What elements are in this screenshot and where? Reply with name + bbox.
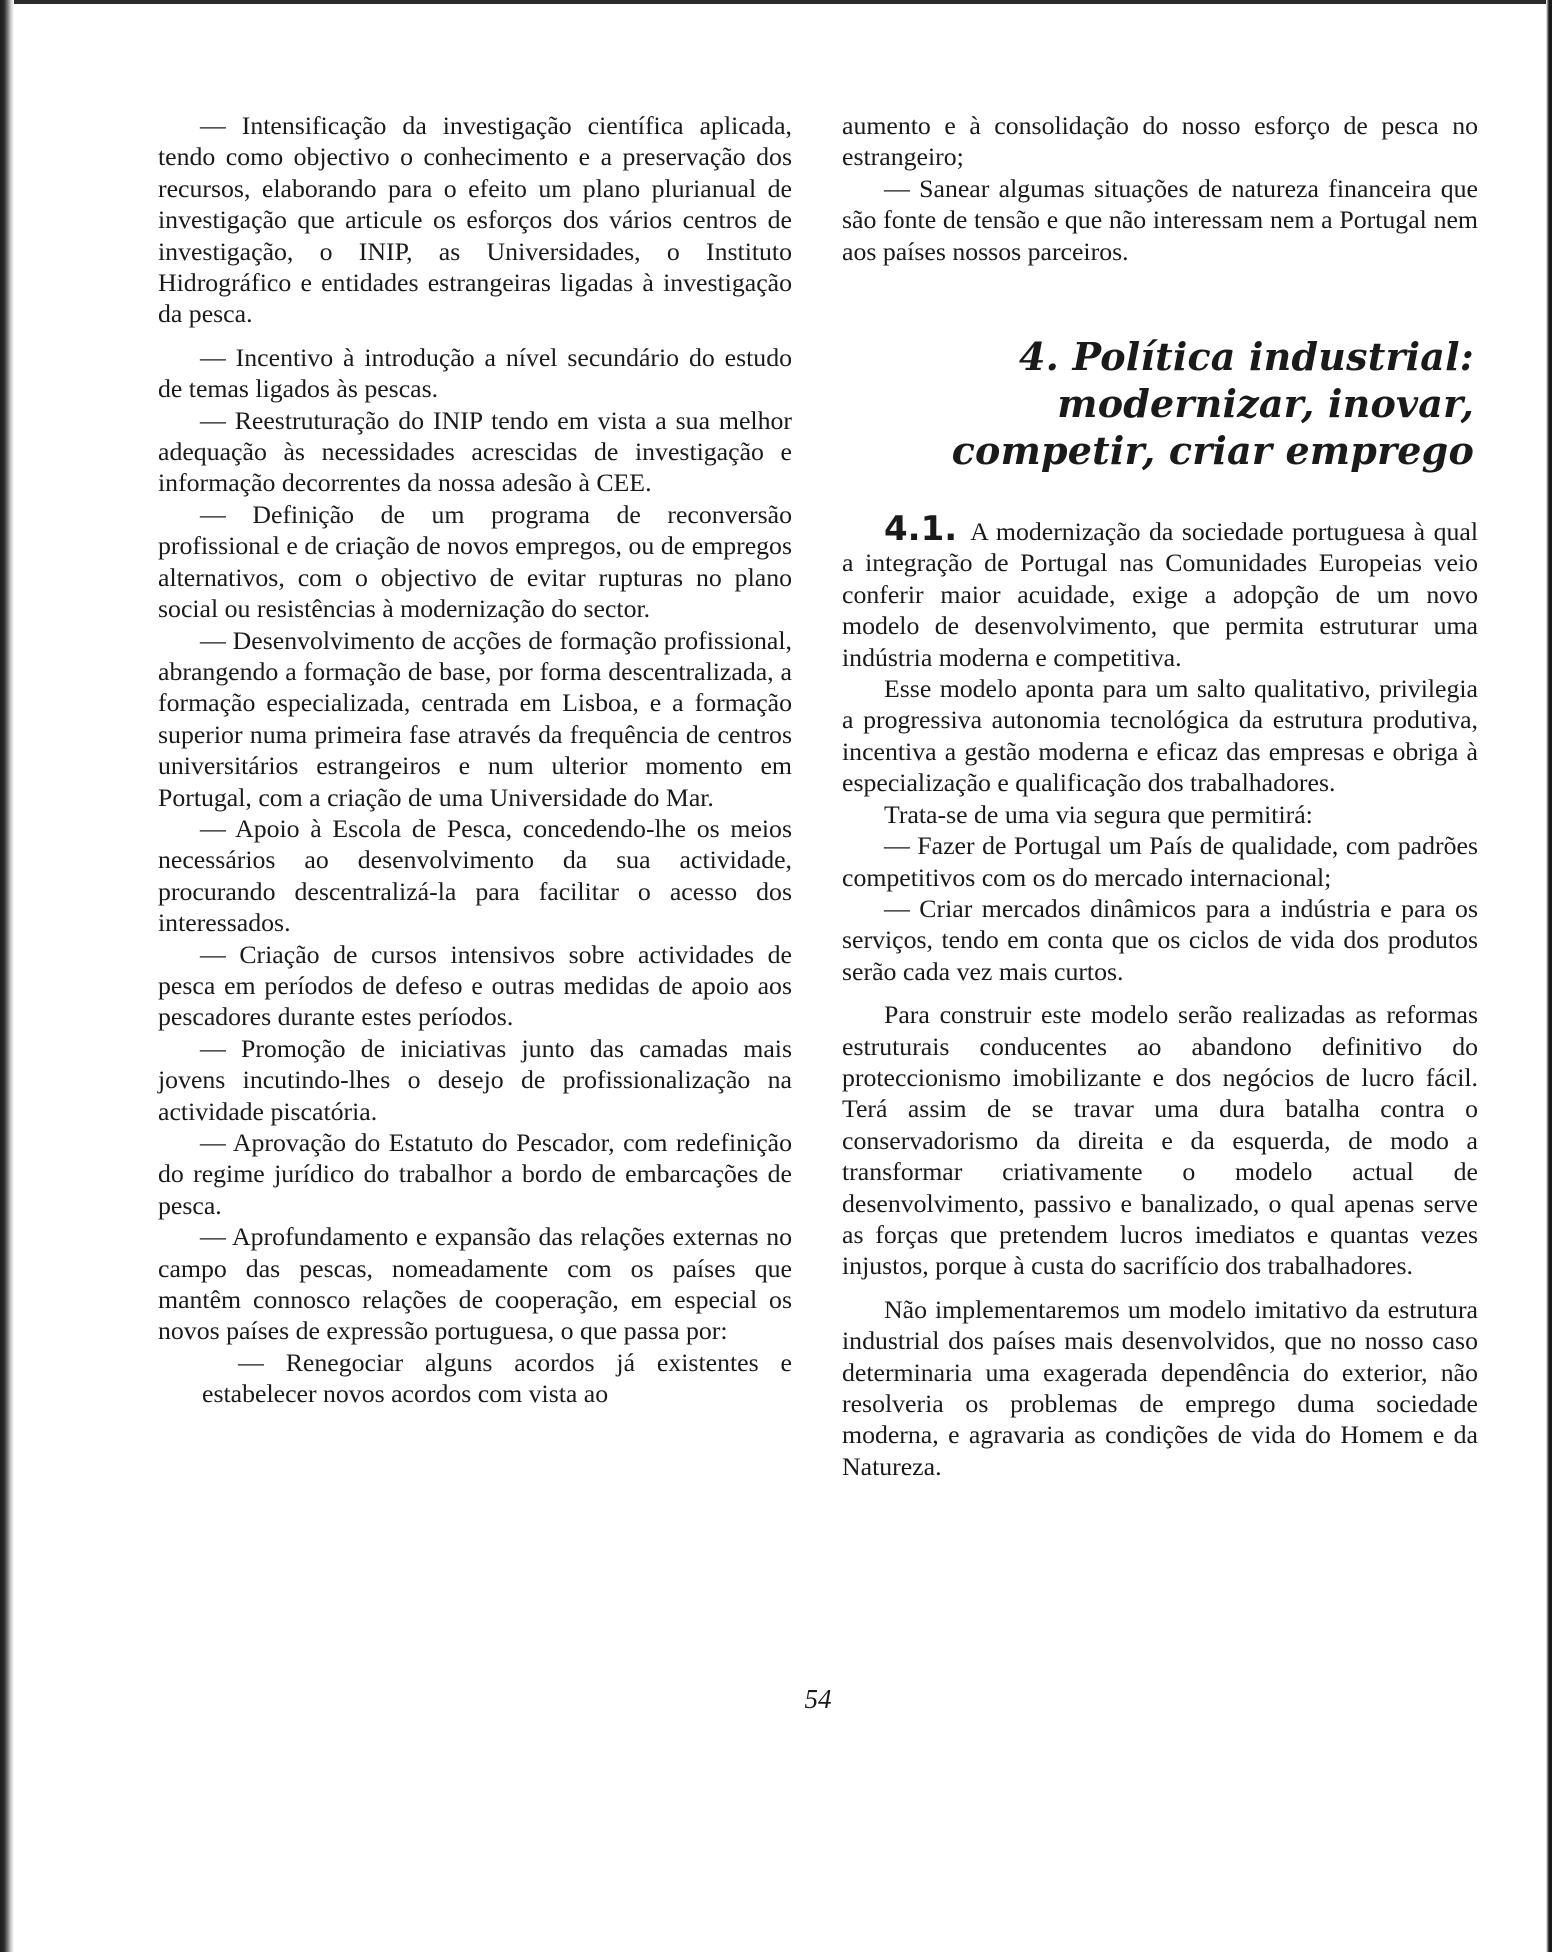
paragraph-criar-mercados: — Criar mercados dinâmicos para a indústria e para os serviços, tendo em conta que os ciclos de vida dos produtos serão cada vez mais curtos. <box>842 893 1478 986</box>
page-number: 54 <box>804 1684 832 1714</box>
paragraph-modernizacao <box>842 509 1478 673</box>
paragraph-escola-pesca: — Apoio à Escola de Pesca, concedendo-lhe os meios necessários ao desenvolvimento da sua actividade, procurando descentralizá-la para facilitar o acesso dos interessados. <box>158 813 792 938</box>
paragraph-continuation: aumento e à consolidação do nosso esforço de pesca no estrangeiro; <box>842 111 1478 172</box>
paragraph-sanear: — Sanear algumas situações de natureza financeira que são fonte de tensão e que não interessam nem a Portugal nem aos países nossos parceiros. <box>842 173 1478 266</box>
paragraph-estatuto: — Aprovação do Estatuto do Pescador, com redefinição do regime jurídico do trabalhor a bordo de embarcações de pesca. <box>158 1128 792 1220</box>
paragraph-reconversao: — Definição de um programa de reconversão profissional e de criação de novos empregos, ou de empregos alternativos, com o objectivo de evitar rupturas no plano social ou resistências à modernização do sector. <box>158 499 792 624</box>
scan-top-edge <box>0 0 1552 4</box>
left-column <box>158 110 792 1410</box>
section-heading: 4. Política industrial: modernizar, inovar, competir, criar emprego <box>951 334 1474 474</box>
paragraph-via-segura: Trata-se de uma via segura que permitirá: <box>884 799 1313 829</box>
paragraph-incentivo: — Incentivo à introdução a nível secundário do estudo de temas ligados às pescas. <box>158 342 792 404</box>
paragraph-investigacao: — Intensificação da investigação científica aplicada, tendo como objectivo o conhecimento e a preservação dos recursos, elaborando para o efeito um plano plurianual de investigação que articule os esforços dos vários centros de investigação, o INIP, as Universidades, o Instituto Hidrográfico e entidades estrangeiras ligadas à investigação da pesca. <box>158 111 792 329</box>
paragraph-relacoes-externas: — Aprofundamento e expansão das relações externas no campo das pescas, nomeadamente com os países que mantêm connosco relações de cooperação, em especial os novos países de expressão portuguesa, o que passa por: <box>158 1222 792 1346</box>
scan-right-edge <box>1546 0 1552 1952</box>
paragraph-fazer-portugal: — Fazer de Portugal um País de qualidade, com padrões competitivos com os do mercado internacional; <box>842 831 1478 892</box>
paragraph-modernizacao-text: A modernização da sociedade portuguesa à qual a integração de Portugal nas Comunidades Europeias veio conferir maior acuidade, exige a adopção de um novo modelo de desenvolvimento, que permita estruturar uma indústria moderna e competitiva. <box>842 517 1478 672</box>
scan-left-edge <box>0 0 14 1952</box>
paragraph-formacao: — Desenvolvimento de acções de formação profissional, abrangendo a formação de base, por forma descentralizada, a formação especializada, centrada em Lisboa, e a formação superior numa primeira fase através da frequência de centros universitários estrangeiros e num ulterior momento em Portugal, com a criação de uma Universidade do Mar. <box>158 625 792 812</box>
paragraph-cursos: — Criação de cursos intensivos sobre actividades de pesca em períodos de defeso e outras medidas de apoio aos pescadores durante estes períodos. <box>158 939 792 1032</box>
paragraph-promocao: — Promoção de iniciativas junto das camadas mais jovens incutindo-lhes o desejo de profissionalização na actividade piscatória. <box>158 1033 792 1126</box>
paragraph-reestruturacao: — Reestruturação do INIP tendo em vista a sua melhor adequação às necessidades acrescidas de investigação e informação decorrentes da nossa adesão à CEE. <box>158 405 792 498</box>
section-number: 4.1. <box>884 509 958 550</box>
paragraph-renegociar: — Renegociar alguns acordos já existentes e estabelecer novos acordos com vista ao <box>202 1347 792 1409</box>
paragraph-modelo: Esse modelo aponta para um salto qualitativo, privilegia a progressiva autonomia tecnológica da estrutura produtiva, incentiva a gestão moderna e eficaz das empresas e obriga à especialização e qualificação dos trabalhadores. <box>842 674 1478 798</box>
right-column <box>842 110 1478 1482</box>
paragraph-nao-implementaremos: Não implementaremos um modelo imitativo da estrutura industrial dos países mais desenvolvidos, que no nosso caso determinaria uma exagerada dependência do exterior, não resolveria os problemas de emprego duma sociedade moderna, e agravaria as condições de vida do Homem e da Natureza. <box>842 1294 1478 1481</box>
paragraph-construir: Para construir este modelo serão realizadas as reformas estruturais conducentes ao abandono definitivo do proteccionismo imobilizante e dos negócios de lucro fácil. Terá assim de se travar uma dura batalha contra o conservadorismo da direita e da esquerda, de modo a transformar criativamente o modelo actual de desenvolvimento, passivo e banalizado, o qual apenas serve as forças que pretendem lucros imediatos e quantas vezes injustos, porque à custa do sacrifício dos trabalhadores. <box>842 1000 1478 1281</box>
